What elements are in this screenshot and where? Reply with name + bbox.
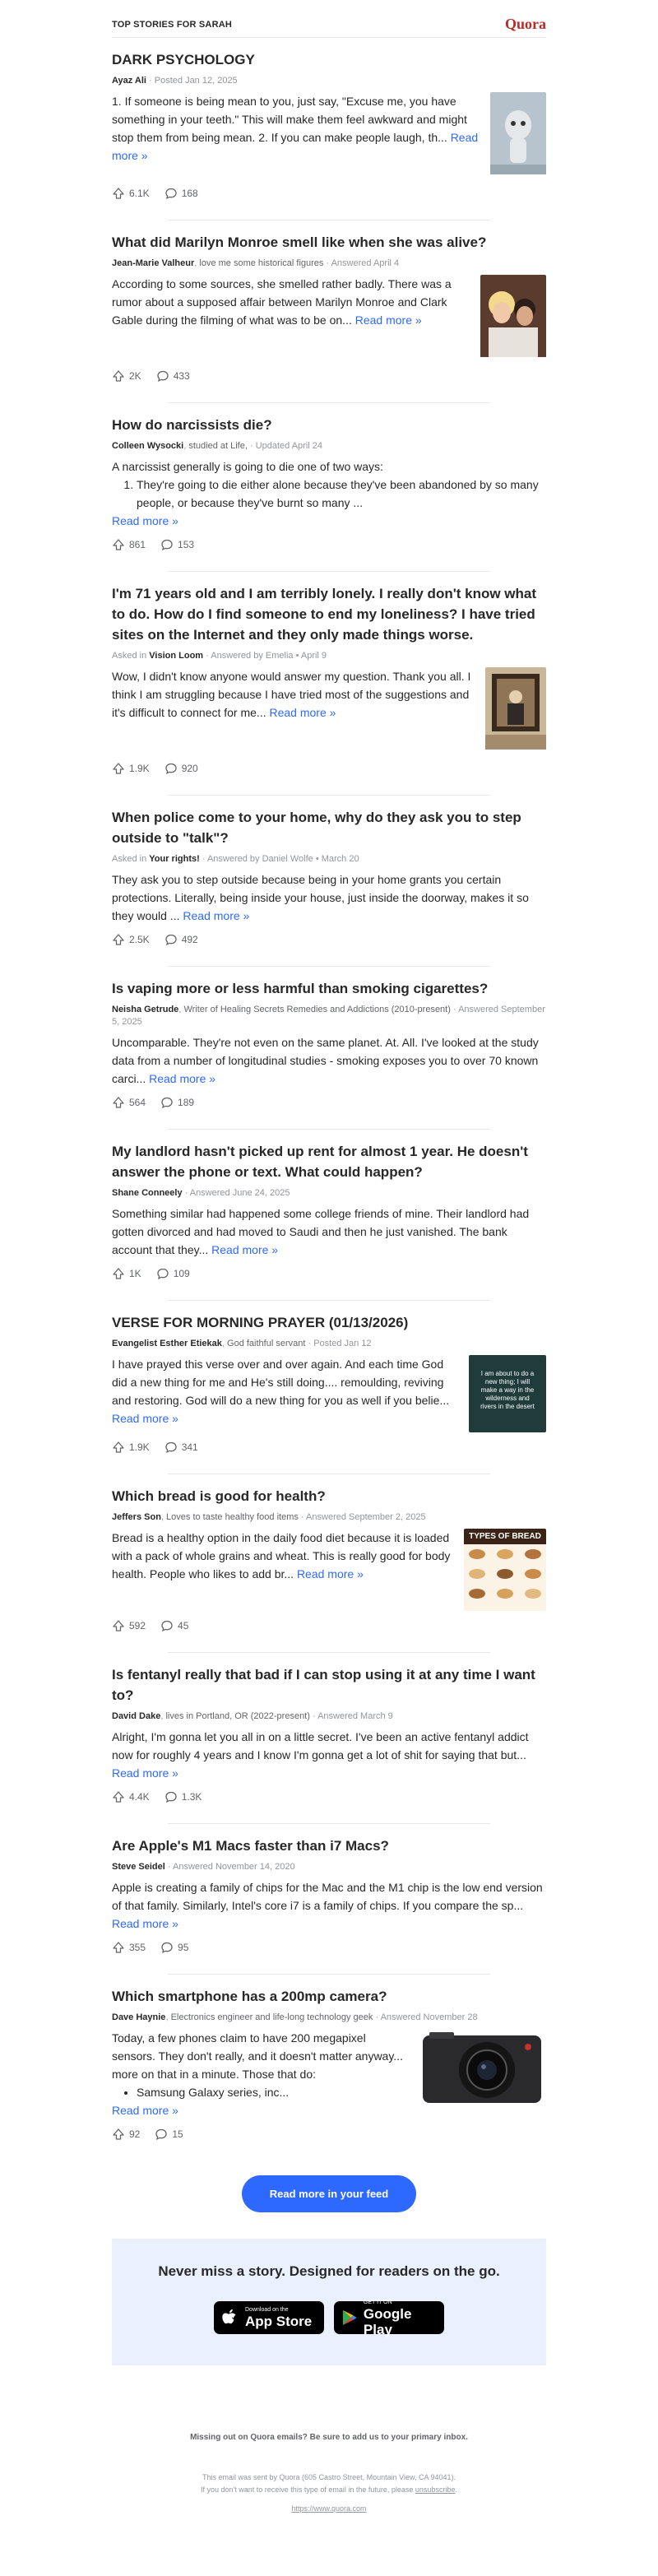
- author-name[interactable]: Evangelist Esther Etiekak: [112, 1339, 222, 1348]
- comment-bubble-icon: [160, 1096, 174, 1109]
- email-header: [112, 0, 546, 38]
- read-more-link[interactable]: Read more »: [112, 2104, 178, 2117]
- author-credential: God faithful servant: [227, 1339, 306, 1348]
- story-meta: Colleen Wysocki, studied at Life, · Updated April 24: [112, 441, 323, 451]
- comment-count: 109: [173, 1268, 190, 1279]
- thumbnail-verse-text: I am about to do a new thing; I will make a way in the wilderness and rivers in the desert: [480, 1370, 535, 1410]
- story-actions: [112, 538, 546, 551]
- comment-bubble-icon: [164, 933, 178, 946]
- unsubscribe-prefix: If you don't want to receive this type of email in the future, please: [201, 2485, 414, 2494]
- story-actions: [112, 933, 546, 946]
- upvote-arrow-icon: [112, 369, 125, 383]
- upvote-arrow-icon: [112, 1096, 125, 1109]
- read-more-link[interactable]: Read more »: [112, 131, 479, 162]
- story-excerpt: 1. If someone is being mean to you, just say, "Excuse me, you have something in your teeth." This will make them feel awkward and might stop them from being mean. 2. If you can make people laugh, th... Read more »: [112, 95, 479, 162]
- appstore-big-text: App Store: [245, 2314, 313, 2329]
- post-date: Answered April 4: [331, 258, 400, 268]
- story-card[interactable]: [112, 1824, 546, 1966]
- googleplay-big-text: Google Play: [363, 2305, 412, 2337]
- comment-button[interactable]: [160, 1619, 188, 1632]
- read-more-link[interactable]: Read more »: [112, 1766, 178, 1780]
- comment-bubble-icon: [155, 2128, 168, 2141]
- comment-button[interactable]: [164, 933, 198, 946]
- upvote-button[interactable]: [112, 933, 150, 946]
- upvote-button[interactable]: [112, 1941, 146, 1954]
- upvote-button[interactable]: [112, 1267, 141, 1280]
- story-excerpt: Alright, I'm gonna let you all in on a little secret. I've been an active fentanyl addict now for roughly 4 years and I know I'm gonna get a lot of shit for saying that but... Read more »: [112, 1730, 529, 1780]
- comment-button[interactable]: [164, 187, 198, 200]
- story-card[interactable]: [112, 403, 546, 563]
- author-name[interactable]: Dave Haynie: [112, 2012, 166, 2022]
- space-name[interactable]: Your rights!: [149, 854, 200, 864]
- post-date: Answered November 14, 2020: [173, 1862, 295, 1872]
- upvote-arrow-icon: [112, 762, 125, 775]
- upvote-arrow-icon: [112, 538, 125, 551]
- read-more-link[interactable]: Read more »: [269, 706, 336, 719]
- upvote-count: 1.9K: [129, 1441, 150, 1453]
- story-excerpt: [112, 457, 546, 530]
- author-name[interactable]: Neisha Getrude: [112, 1005, 179, 1014]
- story-title[interactable]: Which bread is good for health?: [112, 1488, 326, 1504]
- email-footer: [112, 2433, 546, 2521]
- story-meta: Ayaz Ali · Posted Jan 12, 2025: [112, 76, 238, 86]
- appstore-small-text: Download on the: [245, 2307, 289, 2313]
- app-promo: [112, 2239, 546, 2365]
- post-date: Answered September 5, 2025: [112, 1005, 545, 1027]
- story-actions: [112, 1619, 546, 1632]
- story-card[interactable]: [112, 1653, 546, 1815]
- story-title[interactable]: What did Marilyn Monroe smell like when she was alive?: [112, 234, 487, 250]
- story-title[interactable]: Is vaping more or less harmful than smoking cigarettes?: [112, 981, 489, 996]
- story-actions: [112, 1941, 546, 1954]
- story-actions: [112, 187, 546, 200]
- story-excerpt: I have prayed this verse over and over again. And each time God did a new thing for me and He's still doing.... remoulding, reviving and restoring. God will do a new thing for you as well if you belie... Read more »: [112, 1358, 450, 1425]
- comment-count: 1.3K: [181, 1791, 202, 1803]
- author-credential: Loves to taste healthy food items: [166, 1512, 299, 1522]
- upvote-count: 355: [129, 1942, 146, 1953]
- author-credential: Electronics engineer and life-long technology geek: [170, 2012, 373, 2022]
- list-item: 1. They're going to die either alone because they've been abandoned by so many people, or because they've burnt so many ...: [137, 476, 546, 512]
- thumbnail-title: TYPES OF BREAD: [464, 1529, 546, 1544]
- story-meta: Asked in Vision Loom · Answered by Emelia • April 9: [112, 651, 327, 661]
- upvote-arrow-icon: [112, 1267, 125, 1280]
- read-more-link[interactable]: Read more »: [112, 514, 178, 527]
- post-date: Answered by Daniel Wolfe • March 20: [206, 854, 359, 864]
- comment-button[interactable]: [160, 1941, 188, 1954]
- read-more-link[interactable]: Read more »: [112, 1412, 178, 1425]
- story-card[interactable]: [112, 1975, 546, 2152]
- comment-count: 95: [178, 1942, 189, 1953]
- read-more-feed-button[interactable]: Read more in your feed: [242, 2175, 416, 2212]
- story-meta: Neisha Getrude, Writer of Healing Secrets Remedies and Addictions (2010-present) · Answered September 5, 2025: [112, 1005, 545, 1027]
- story-excerpt: Something similar had happened some college friends of mine. Their landlord had gotten divorced and had moved to Saudi and then he just vanished. The bank account that they... Read more »: [112, 1207, 530, 1256]
- story-thumbnail[interactable]: [469, 1355, 546, 1432]
- google-play-badge[interactable]: [334, 2299, 444, 2337]
- author-credential: love me some historical figures: [199, 258, 324, 268]
- story-title[interactable]: When police come to your home, why do they ask you to step outside to "talk"?: [112, 810, 521, 846]
- story-card[interactable]: [112, 1301, 546, 1465]
- comment-bubble-icon: [160, 1941, 174, 1954]
- comment-bubble-icon: [156, 1267, 169, 1280]
- upvote-count: 592: [129, 1620, 146, 1631]
- story-excerpt: According to some sources, she smelled rather badly. There was a rumor about a supposed affair between Marilyn Monroe and Clark Gable during the filming of what was to be on... Read more »: [112, 277, 452, 327]
- read-more-link[interactable]: Read more »: [183, 909, 250, 922]
- unsubscribe-link[interactable]: unsubscribe: [415, 2485, 456, 2494]
- comment-count: 45: [178, 1620, 189, 1631]
- email-container: [112, 0, 546, 2521]
- story-excerpt: Wow, I didn't know anyone would answer my question. Thank you all. I think I am struggling because I have tried most of the suggestions and it's difficult to connect for me... Read more »: [112, 670, 471, 719]
- comment-bubble-icon: [164, 762, 178, 775]
- story-meta: David Dake, lives in Portland, OR (2022-present) · Answered March 9: [112, 1711, 393, 1721]
- post-date: Answered March 9: [317, 1711, 393, 1721]
- story-card[interactable]: [112, 1474, 546, 1644]
- story-title[interactable]: I'm 71 years old and I am terribly lonely. I really don't know what to do. How do I find someone to end my loneliness? I have tried sites on the Internet and they only made things worse.: [112, 586, 537, 643]
- story-excerpt: Uncomparable. They're not even on the same planet. At. All. I've looked at the study data from a number of longitudinal studies - smoking exposes you to over 70 known carci... Read more »: [112, 1036, 539, 1085]
- read-more-link[interactable]: Read more »: [149, 1072, 216, 1085]
- author-name[interactable]: Ayaz Ali: [112, 76, 146, 86]
- quora-url-link[interactable]: https://www.quora.com: [291, 2504, 367, 2513]
- sender-note: This email was sent by Quora (605 Castro Street, Mountain View, CA 94041). If you don't want to receive this type of email in the future, please unsubscribe.: [112, 2472, 546, 2496]
- story-excerpt: Bread is a healthy option in the daily food diet because it is loaded with a pack of whole grains and wheat. This is really good for body health. People who likes to add br... Read more »: [112, 1531, 451, 1580]
- comment-count: 492: [181, 934, 198, 945]
- comment-button[interactable]: [155, 2128, 183, 2141]
- upvote-arrow-icon: [112, 1441, 125, 1454]
- comment-button[interactable]: [156, 369, 190, 383]
- excerpt-list: [137, 476, 546, 512]
- comment-bubble-icon: [164, 1790, 178, 1803]
- comment-count: 920: [181, 763, 198, 774]
- list-item: • Samsung Galaxy series, inc...: [137, 2083, 408, 2101]
- story-card[interactable]: [112, 220, 546, 394]
- author-name[interactable]: Steve Seidel: [112, 1862, 165, 1872]
- story-title[interactable]: Are Apple's M1 Macs faster than i7 Macs?: [112, 1838, 389, 1854]
- quora-logo[interactable]: Quora: [504, 16, 546, 32]
- post-date: Answered by Emelia • April 9: [211, 651, 327, 661]
- comment-count: 433: [173, 370, 190, 382]
- post-date: Posted Jan 12: [313, 1339, 372, 1348]
- upvote-button[interactable]: [112, 1096, 146, 1109]
- upvote-button[interactable]: [112, 2128, 140, 2141]
- author-credential: Writer of Healing Secrets Remedies and Addictions (2010-present): [183, 1005, 451, 1014]
- author-name[interactable]: Shane Conneely: [112, 1188, 183, 1198]
- upvote-count: 1K: [129, 1268, 141, 1279]
- upvote-arrow-icon: [112, 1941, 125, 1954]
- upvote-button[interactable]: [112, 187, 150, 200]
- digest-label: TOP STORIES FOR SARAH: [112, 19, 233, 30]
- story-meta: Evangelist Esther Etiekak, God faithful servant · Posted Jan 12: [112, 1339, 372, 1348]
- story-actions: [112, 369, 546, 383]
- upvote-count: 564: [129, 1097, 146, 1108]
- upvote-button[interactable]: [112, 369, 141, 383]
- comment-bubble-icon: [156, 369, 169, 383]
- post-date: Answered June 24, 2025: [189, 1188, 290, 1198]
- story-card[interactable]: [112, 38, 546, 211]
- author-name[interactable]: Jean-Marie Valheur: [112, 258, 195, 268]
- comment-button[interactable]: [160, 538, 194, 551]
- story-thumbnail[interactable]: [485, 667, 546, 754]
- comment-button[interactable]: [164, 1790, 202, 1803]
- story-thumbnail[interactable]: [490, 92, 546, 179]
- comment-count: 153: [178, 539, 195, 550]
- comment-button[interactable]: [160, 1096, 194, 1109]
- author-credential: lives in Portland, OR (2022-present): [165, 1711, 310, 1721]
- story-actions: [112, 1096, 546, 1109]
- sent-by-text: This email was sent by Quora (605 Castro Street, Mountain View, CA 94041).: [202, 2473, 456, 2481]
- story-actions: [112, 1267, 546, 1280]
- google-play-icon: [342, 2309, 357, 2327]
- story-meta: Dave Haynie, Electronics engineer and life-long technology geek · Answered November 28: [112, 2012, 478, 2022]
- upvote-count: 92: [129, 2128, 141, 2140]
- comment-bubble-icon: [164, 1441, 178, 1454]
- upvote-button[interactable]: [112, 1790, 150, 1803]
- read-more-link[interactable]: Read more »: [296, 1567, 364, 1580]
- story-actions: [112, 762, 546, 775]
- comment-button[interactable]: [156, 1267, 190, 1280]
- upvote-count: 4.4K: [129, 1791, 150, 1803]
- upvote-button[interactable]: [112, 1441, 150, 1454]
- upvote-button[interactable]: [112, 538, 146, 551]
- upvote-arrow-icon: [112, 1790, 125, 1803]
- upvote-count: 6.1K: [129, 188, 150, 199]
- story-title[interactable]: Which smartphone has a 200mp camera?: [112, 1989, 387, 2004]
- app-store-badge[interactable]: [214, 2301, 324, 2334]
- space-name[interactable]: Vision Loom: [149, 651, 204, 661]
- upvote-count: 861: [129, 539, 146, 550]
- author-name[interactable]: David Dake: [112, 1711, 161, 1721]
- story-actions: [112, 2128, 546, 2141]
- comment-count: 168: [181, 188, 198, 199]
- story-excerpt: Apple is creating a family of chips for the Mac and the M1 chip is the low end version of that family. Similarly, Intel's core i7 is a family of chips. If you compare the sp... Read more »: [112, 1881, 543, 1930]
- post-date: Answered November 28: [380, 2012, 478, 2022]
- excerpt-intro: A narcissist generally is going to die one of two ways:: [112, 460, 383, 473]
- story-title[interactable]: My landlord hasn't picked up rent for almost 1 year. He doesn't answer the phone or text. What could happen?: [112, 1144, 528, 1180]
- story-meta: Asked in Your rights! · Answered by Daniel Wolfe • March 20: [112, 854, 359, 864]
- story-title[interactable]: Is fentanyl really that bad if I can stop using it at any time I want to?: [112, 1667, 535, 1703]
- upvote-arrow-icon: [112, 1619, 125, 1632]
- story-card[interactable]: [112, 796, 546, 958]
- story-thumbnail[interactable]: [464, 1529, 546, 1611]
- comment-count: 341: [181, 1441, 198, 1453]
- promo-title: Never miss a story. Designed for readers on the go.: [158, 2263, 500, 2279]
- upvote-button[interactable]: [112, 762, 150, 775]
- comment-count: 15: [172, 2128, 183, 2140]
- story-meta: Jeffers Son, Loves to taste healthy food items · Answered September 2, 2025: [112, 1512, 426, 1522]
- story-title[interactable]: How do narcissists die?: [112, 417, 272, 433]
- excerpt-list: [137, 2083, 408, 2101]
- author-name[interactable]: Colleen Wysocki: [112, 441, 184, 451]
- comment-bubble-icon: [160, 1619, 174, 1632]
- post-date: Posted Jan 12, 2025: [154, 76, 238, 86]
- read-more-link[interactable]: Read more »: [211, 1243, 279, 1256]
- upvote-arrow-icon: [112, 187, 125, 200]
- story-actions: [112, 1790, 546, 1803]
- upvote-count: 2.5K: [129, 934, 150, 945]
- author-name[interactable]: Jeffers Son: [112, 1512, 161, 1522]
- post-date: Updated April 24: [255, 441, 323, 451]
- comment-button[interactable]: [164, 762, 198, 775]
- inbox-note: Missing out on Quora emails? Be sure to add us to your primary inbox.: [190, 2433, 468, 2442]
- store-badges: [112, 2299, 546, 2337]
- upvote-button[interactable]: [112, 1619, 146, 1632]
- cta-section: [112, 2175, 546, 2212]
- story-meta: Steve Seidel · Answered November 14, 2020: [112, 1862, 295, 1872]
- story-actions: [112, 1441, 546, 1454]
- story-title[interactable]: VERSE FOR MORNING PRAYER (01/13/2026): [112, 1315, 409, 1330]
- story-meta: Jean-Marie Valheur, love me some historical figures · Answered April 4: [112, 258, 400, 268]
- story-card[interactable]: [112, 967, 546, 1121]
- story-title[interactable]: DARK PSYCHOLOGY: [112, 52, 255, 67]
- post-date: Answered September 2, 2025: [306, 1512, 426, 1522]
- upvote-arrow-icon: [112, 2128, 125, 2141]
- read-more-link[interactable]: Read more »: [354, 313, 422, 327]
- story-card[interactable]: [112, 1130, 546, 1292]
- comment-bubble-icon: [160, 538, 174, 551]
- googleplay-small-text: GET IT ON: [363, 2299, 392, 2305]
- story-excerpt: Today, a few phones claim to have 200 megapixel sensors. They don't really, and it doesn't matter anyway... more on that in a minute. Those that do: • Samsung Galaxy series, inc... Read more »: [112, 2029, 408, 2119]
- story-excerpt: They ask you to step outside because being in your home grants you certain protections. Literally, being inside your house, just inside the doorway, makes it so they would ... Read more »: [112, 873, 529, 922]
- author-credential: studied at Life,: [188, 441, 248, 451]
- comment-count: 189: [178, 1097, 195, 1108]
- apple-icon: [222, 2308, 239, 2328]
- read-more-link[interactable]: Read more »: [112, 1917, 178, 1930]
- story-card[interactable]: [112, 572, 546, 787]
- comment-button[interactable]: [164, 1441, 198, 1454]
- comment-bubble-icon: [164, 187, 178, 200]
- upvote-count: 1.9K: [129, 763, 150, 774]
- story-thumbnail[interactable]: [480, 275, 546, 361]
- upvote-arrow-icon: [112, 933, 125, 946]
- upvote-count: 2K: [129, 370, 141, 382]
- story-thumbnail[interactable]: [418, 2029, 546, 2112]
- story-meta: Shane Conneely · Answered June 24, 2025: [112, 1188, 290, 1198]
